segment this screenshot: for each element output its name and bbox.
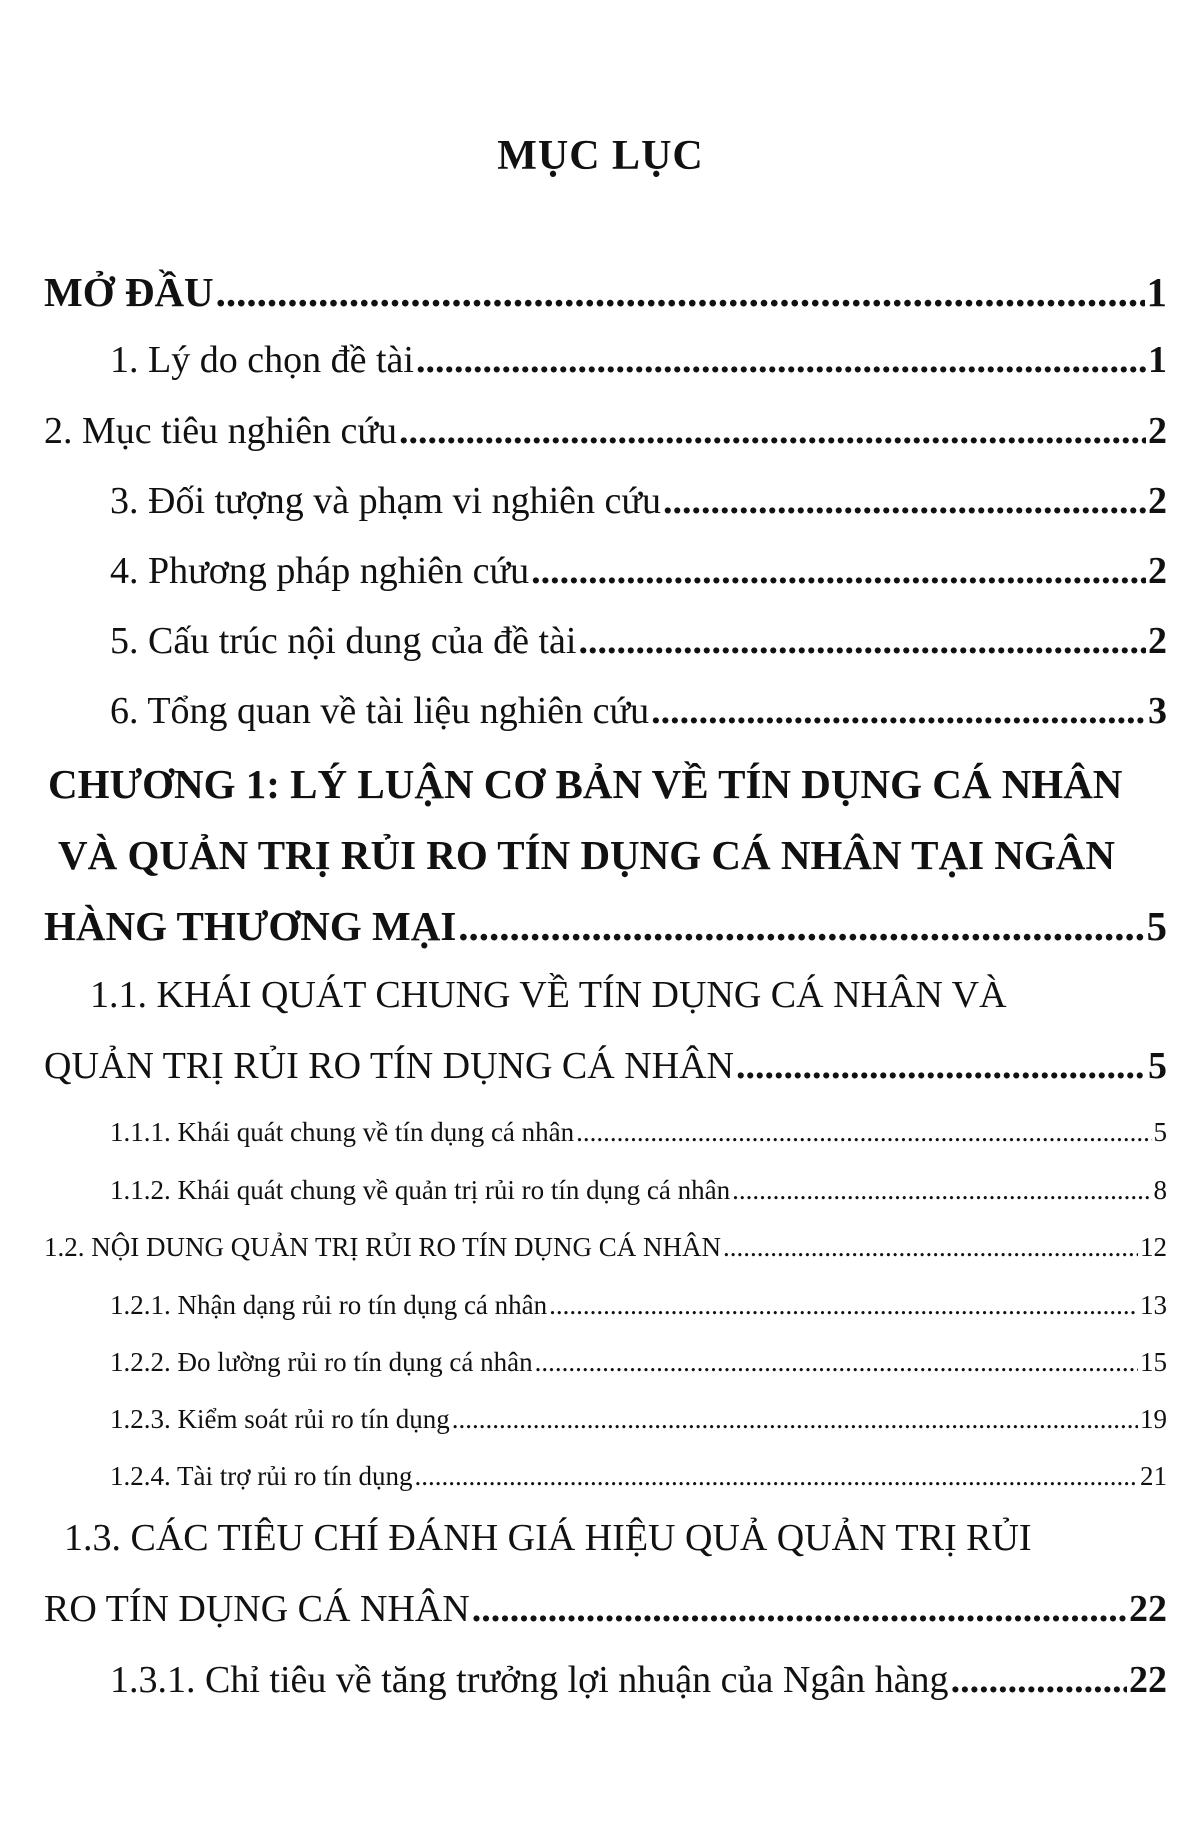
toc-leader-dots bbox=[416, 338, 1146, 382]
toc-entry-1-2-2[interactable] bbox=[110, 1347, 1167, 1378]
toc-entry-label: 1.2.3. Kiểm soát rủi ro tín dụng bbox=[110, 1404, 450, 1434]
toc-page-number: 13 bbox=[1140, 1290, 1167, 1320]
toc-page-number: 1 bbox=[1148, 339, 1167, 381]
toc-section-line-1[interactable]: 1.1. KHÁI QUÁT CHUNG VỀ TÍN DỤNG CÁ NHÂN VÀ bbox=[90, 974, 1007, 1016]
toc-entry-chuong-1[interactable] bbox=[44, 902, 1167, 950]
toc-entry-1-2[interactable] bbox=[44, 1232, 1167, 1263]
toc-entry-1-1-1[interactable] bbox=[110, 1117, 1167, 1148]
toc-entry-label: 2. Mục tiêu nghiên cứu bbox=[44, 410, 398, 452]
toc-page-number: 2 bbox=[1148, 410, 1167, 452]
toc-chapter-line-2[interactable]: VÀ QUẢN TRỊ RỦI RO TÍN DỤNG CÁ NHÂN TẠI NGÂN bbox=[58, 832, 1115, 878]
toc-entry-tong-quan[interactable] bbox=[110, 689, 1167, 733]
toc-page-number: 2 bbox=[1148, 550, 1167, 592]
toc-leader-dots bbox=[535, 1347, 1138, 1378]
toc-entry-1-1[interactable] bbox=[44, 1044, 1167, 1088]
toc-entry-label: RO TÍN DỤNG CÁ NHÂN bbox=[44, 1588, 470, 1630]
toc-entry-1-3[interactable] bbox=[44, 1587, 1167, 1631]
toc-page-number: 21 bbox=[1140, 1461, 1167, 1491]
toc-entry-ly-do[interactable] bbox=[110, 338, 1167, 382]
toc-page-number: 2 bbox=[1148, 620, 1167, 662]
toc-leader-dots bbox=[452, 1404, 1138, 1435]
toc-page-number: 22 bbox=[1129, 1588, 1167, 1630]
toc-leader-dots bbox=[723, 1232, 1138, 1263]
toc-entry-label: 5. Cấu trúc nội dung của đề tài bbox=[110, 620, 577, 662]
toc-page-number: 3 bbox=[1148, 690, 1167, 732]
toc-leader-dots bbox=[472, 1587, 1127, 1631]
toc-entry-label: 1.2.2. Đo lường rủi ro tín dụng cá nhân bbox=[110, 1347, 533, 1377]
toc-entry-1-3-1[interactable] bbox=[110, 1658, 1167, 1702]
toc-chapter-line-1[interactable]: CHƯƠNG 1: LÝ LUẬN CƠ BẢN VỀ TÍN DỤNG CÁ NHÂN bbox=[48, 761, 1123, 807]
toc-page-number: 5 bbox=[1148, 1045, 1167, 1087]
toc-leader-dots bbox=[549, 1290, 1138, 1321]
toc-entry-1-1-2[interactable] bbox=[110, 1175, 1167, 1206]
page-title: MỤC LỤC bbox=[497, 133, 704, 179]
toc-entry-phuong-phap[interactable] bbox=[110, 549, 1167, 593]
toc-page-number: 5 bbox=[1153, 1117, 1167, 1147]
toc-section-line-1-3[interactable]: 1.3. CÁC TIÊU CHÍ ĐÁNH GIÁ HIỆU QUẢ QUẢN TRỊ RỦI bbox=[64, 1517, 1032, 1559]
toc-leader-dots bbox=[578, 619, 1146, 663]
toc-entry-1-2-1[interactable] bbox=[110, 1290, 1167, 1321]
toc-entry-label: 4. Phương pháp nghiên cứu bbox=[110, 550, 530, 592]
toc-page-number: 8 bbox=[1153, 1175, 1167, 1205]
toc-entry-label: 1.2.1. Nhận dạng rủi ro tín dụng cá nhân bbox=[110, 1290, 548, 1320]
toc-entry-label: 1.2. NỘI DUNG QUẢN TRỊ RỦI RO TÍN DỤNG CÁ NHÂN bbox=[44, 1232, 721, 1262]
toc-page-number: 2 bbox=[1148, 480, 1167, 522]
toc-leader-dots bbox=[531, 549, 1146, 593]
toc-leader-dots bbox=[576, 1117, 1151, 1148]
toc-entry-doi-tuong[interactable] bbox=[110, 479, 1167, 523]
toc-page-number: 5 bbox=[1146, 903, 1167, 949]
toc-entry-label: MỞ ĐẦU bbox=[44, 269, 214, 315]
toc-leader-dots bbox=[651, 689, 1146, 733]
toc-entry-1-2-3[interactable] bbox=[110, 1404, 1167, 1435]
toc-leader-dots bbox=[951, 1658, 1127, 1702]
toc-leader-dots bbox=[415, 1461, 1139, 1492]
toc-entry-muc-tieu[interactable] bbox=[44, 409, 1167, 453]
toc-entry-label: 1.3.1. Chỉ tiêu về tăng trưởng lợi nhuận của Ngân hàng bbox=[110, 1659, 949, 1701]
toc-entry-label: 6. Tổng quan về tài liệu nghiên cứu bbox=[110, 690, 650, 732]
toc-entry-label: 1.2.4. Tài trợ rủi ro tín dụng bbox=[110, 1461, 413, 1491]
toc-leader-dots bbox=[458, 902, 1144, 950]
toc-entry-label: 1. Lý do chọn đề tài bbox=[110, 339, 414, 381]
toc-leader-dots bbox=[663, 479, 1146, 523]
toc-entry-label: 1.1.2. Khái quát chung về quản trị rủi ro tín dụng cá nhân bbox=[110, 1175, 731, 1205]
toc-entry-cau-truc[interactable] bbox=[110, 619, 1167, 663]
toc-page-number: 19 bbox=[1140, 1404, 1167, 1434]
toc-entry-label: 3. Đối tượng và phạm vi nghiên cứu bbox=[110, 480, 661, 522]
toc-page-number: 12 bbox=[1140, 1232, 1167, 1262]
toc-leader-dots bbox=[732, 1175, 1151, 1206]
toc-entry-label: HÀNG THƯƠNG MẠI bbox=[44, 903, 457, 949]
toc-page-number: 15 bbox=[1140, 1347, 1167, 1377]
toc-entry-label: QUẢN TRỊ RỦI RO TÍN DỤNG CÁ NHÂN bbox=[44, 1045, 734, 1087]
toc-page-number: 22 bbox=[1129, 1659, 1167, 1701]
toc-page-number: 1 bbox=[1146, 269, 1167, 315]
toc-entry-mo-dau[interactable] bbox=[44, 268, 1167, 316]
toc-leader-dots bbox=[736, 1044, 1146, 1088]
toc-entry-1-2-4[interactable] bbox=[110, 1461, 1167, 1492]
toc-entry-label: 1.1.1. Khái quát chung về tín dụng cá nhân bbox=[110, 1117, 575, 1147]
toc-leader-dots bbox=[216, 268, 1145, 316]
toc-leader-dots bbox=[399, 409, 1146, 453]
